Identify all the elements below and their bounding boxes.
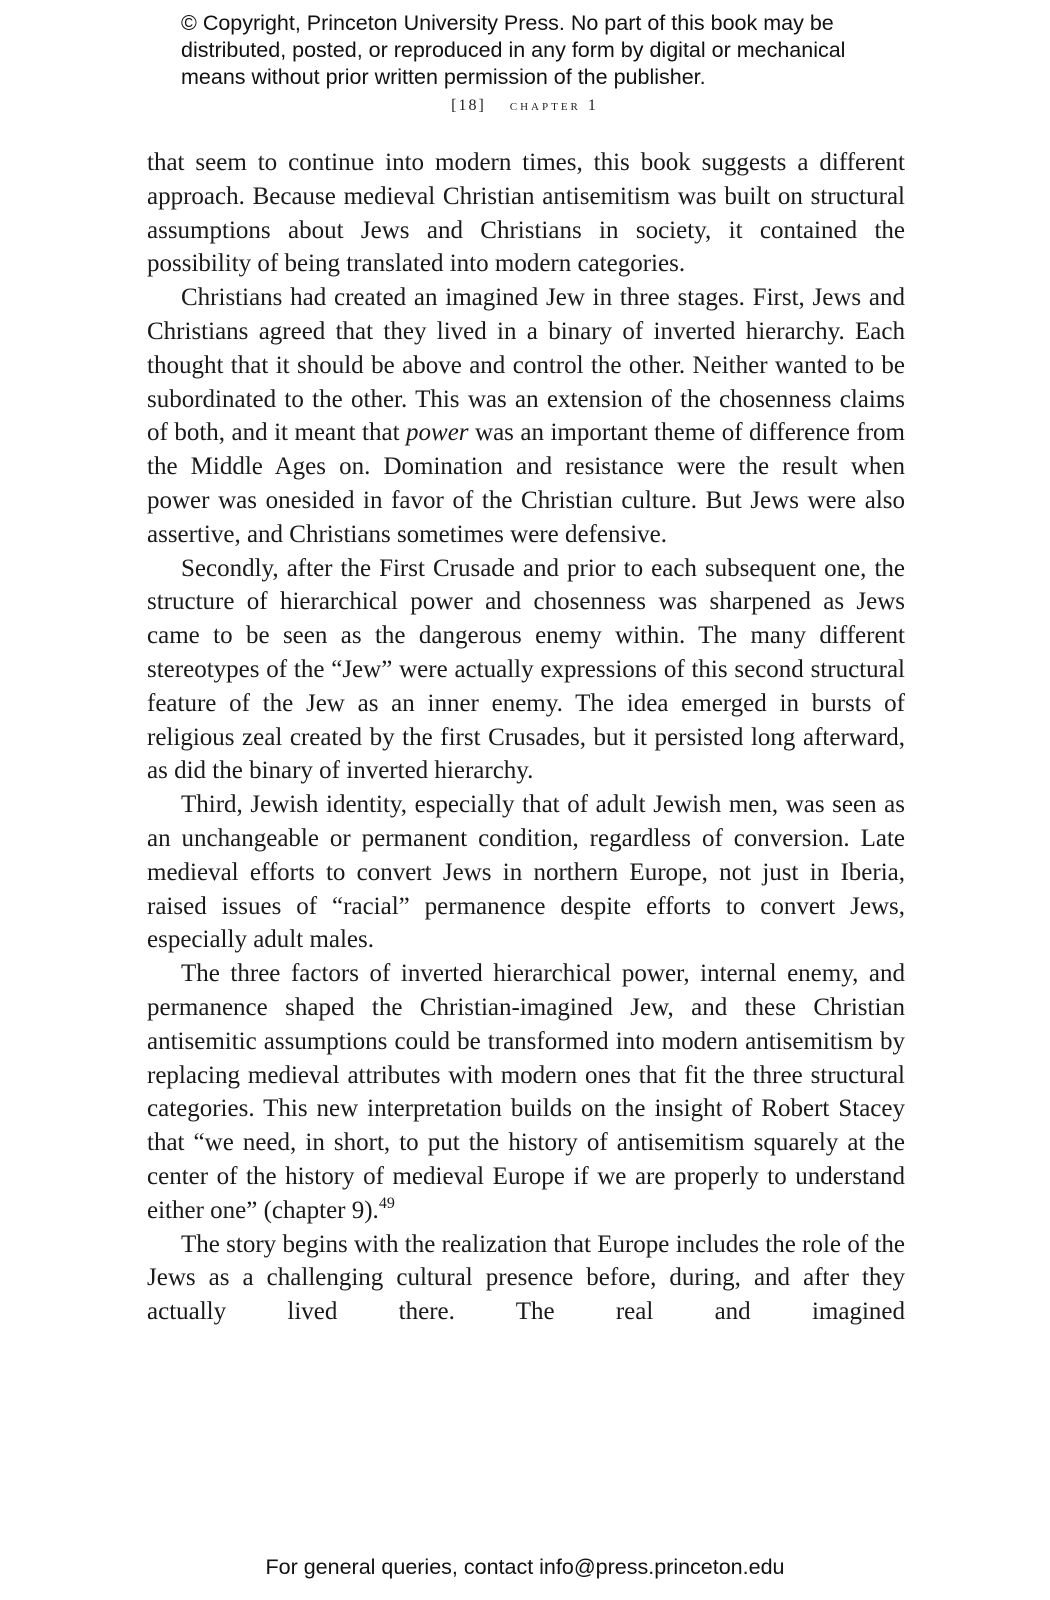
- chapter-label: chapter 1: [509, 97, 599, 114]
- paragraph-2-text-a: Christians had created an imagined Jew in three stages. First, Jews and Christians agreed that they lived in a binary of inverted hierarchy. Each thought that it should be above and control the other. Neither wanted to be subordinated to the other. This was an extension of the chosenness claims of both, and it meant that: [147, 284, 905, 447]
- page-number: [18]: [451, 97, 486, 114]
- paragraph-2-text-b: was an important theme of difference from the Middle Ages on. Domination and resistance were the result when power was onesided in favor of the Christian culture. But Jews were also assertive, and Christians sometimes were defensive.: [147, 419, 905, 548]
- body-text: [147, 146, 905, 1329]
- running-head: [0, 97, 1050, 115]
- paragraph-5: [147, 957, 905, 1227]
- footer-contact: For general queries, contact info@press.princeton.edu: [265, 1555, 785, 1579]
- copyright-notice: © Copyright, Princeton University Press. No part of this book may be distributed, posted, or reproduced in any form by digital or mechanical means without prior written permission of the publisher.: [181, 11, 846, 89]
- paragraph-2: [147, 281, 905, 551]
- paragraph-3: Secondly, after the First Crusade and prior to each subsequent one, the structure of hierarchical power and chosenness was sharpened as Jews came to be seen as the dangerous enemy within. The many different stereotypes of the “Jew” were actually expressions of this second structural feature of the Jew as an inner enemy. The idea emerged in bursts of religious zeal created by the first Crusades, but it persisted long afterward, as did the binary of inverted hierarchy.: [147, 554, 905, 785]
- paragraph-6: The story begins with the realization that Europe includes the role of the Jews as a challenging cultural presence before, during, and after they actually lived there. The real and imagined: [147, 1230, 905, 1326]
- emphasis-power: power: [406, 419, 469, 447]
- paragraph-1: that seem to continue into modern times, this book suggests a different approach. Because medieval Christian antisemitism was built on structural assumptions about Jews and Christians in society, it contained the possibility of being translated into modern categories.: [147, 149, 905, 278]
- footnote-reference[interactable]: 49: [378, 1194, 395, 1212]
- paragraph-5-text: The three factors of inverted hierarchical power, internal enemy, and permanence shaped the Christian-imagined Jew, and these Christian antisemitic assumptions could be transformed into modern antisemitism by replacing medieval attributes with modern ones that fit the three structural categories. This new interpretation builds on the insight of Robert Stacey that “we need, in short, to put the history of antisemitism squarely at the center of the history of medieval Europe if we are properly to understand either one” (chapter 9).: [147, 960, 905, 1224]
- paragraph-4: Third, Jewish identity, especially that of adult Jewish men, was seen as an unchangeable or permanent condition, regardless of conversion. Late medieval efforts to convert Jews in northern Europe, not just in Iberia, raised issues of “racial” permanence despite efforts to convert Jews, especially adult males.: [147, 791, 905, 954]
